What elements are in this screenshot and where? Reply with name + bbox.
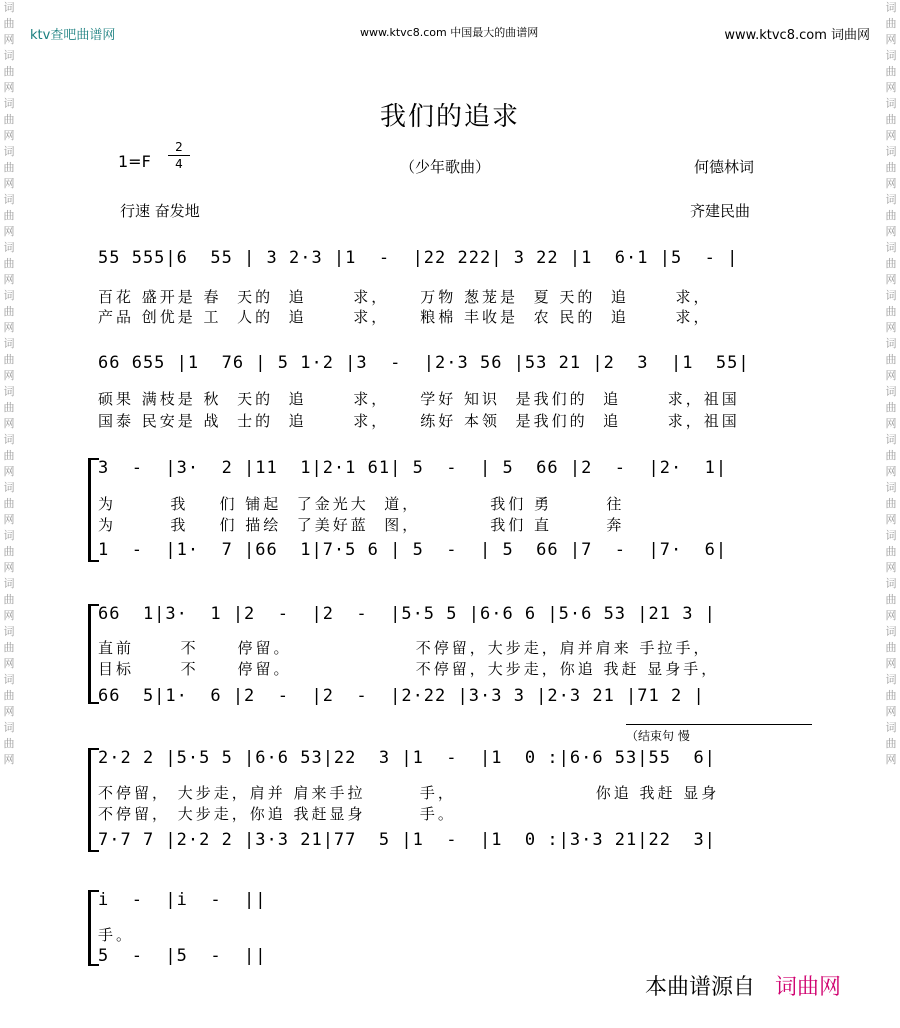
footer-text: 本曲谱源自 — [645, 975, 756, 1000]
notes-upper-part: 66 1|3· 1 |2 - |2 - |5·5 5 |6·6 6 |5·6 53 |21 3 | — [98, 604, 716, 624]
time-divider — [168, 155, 190, 156]
lyricist-credit: 何德林词 — [694, 158, 755, 176]
tempo-marking: 行速 奋发地 — [120, 202, 200, 220]
lyric-verse-2: 不停留， 大步走，你追 我赶显身 手。 — [98, 805, 456, 823]
song-title: 我们的追求 — [379, 102, 520, 132]
lyric-verse-1: 不停留， 大步走，肩并 肩来手拉 手， 你追 我赶 显身 — [98, 784, 720, 802]
lyric-verse-1: 为 我 们 铺起 了金光大 道， 我们 勇 往 — [98, 495, 625, 513]
lyric-final: 手。 — [98, 926, 135, 944]
lyric-verse-2: 国泰 民安是 战 士的 追 求， 练好 本领 是我们的 追 求，祖国 — [98, 412, 740, 430]
composer-credit: 齐建民曲 — [690, 202, 751, 220]
lyric-verse-2: 产品 创优是 工 人的 追 求， 粮棉 丰收是 农 民的 追 求， — [98, 308, 712, 326]
notes-lower-part: 66 5|1· 6 |2 - |2 - |2·22 |3·3 3 |2·3 21 |71 2 | — [98, 686, 705, 706]
time-bottom: 4 — [175, 157, 183, 171]
lyric-verse-2: 目标 不 停留。 不停留，大步走，你追 我赶 显身手， — [98, 660, 720, 678]
header-site-name[interactable]: ktv查吧曲谱网 — [30, 28, 116, 43]
footer-brand-link[interactable]: 词曲网 — [775, 975, 842, 1000]
lyric-verse-1: 硕果 满枝是 秋 天的 追 求， 学好 知识 是我们的 追 求，祖国 — [98, 390, 740, 408]
time-signature — [168, 140, 190, 171]
lyric-verse-1: 百花 盛开是 春 天的 追 求， 万物 葱茏是 夏 天的 追 求， — [98, 288, 712, 306]
header-site-tagline[interactable]: www.ktvc8.com 中国最大的曲谱网 — [360, 26, 539, 39]
notes-line: 55 555|6 55 | 3 2·3 |1 - |22 222| 3 22 |1 6·1 |5 - | — [98, 248, 739, 268]
notes-lower-part: 1 - |1· 7 |66 1|7·5 6 | 5 - | 5 66 |7 - |7· 6| — [98, 540, 728, 560]
header-site-url[interactable]: www.ktvc8.com 词曲网 — [724, 28, 870, 43]
notes-line: 66 655 |1 76 | 5 1·2 |3 - |2·3 56 |53 21 |2 3 |1 55| — [98, 353, 750, 373]
side-watermark-left: 词曲网词曲网词曲网词曲网词曲网词曲网词曲网词曲网词曲网词曲网词曲网词曲网词曲网词曲网词曲网词曲网 — [3, 1, 15, 766]
notes-upper-part: 2·2 2 |5·5 5 |6·6 53|22 3 |1 - |1 0 :|6·6 53|55 6| — [98, 748, 716, 768]
song-subtitle: （少年歌曲） — [400, 158, 491, 176]
notes-upper-part: 3 - |3· 2 |11 1|2·1 61| 5 - | 5 66 |2 - |2· 1| — [98, 458, 728, 478]
source-footer — [645, 970, 841, 1001]
side-watermark-right: 词曲网词曲网词曲网词曲网词曲网词曲网词曲网词曲网词曲网词曲网词曲网词曲网词曲网词曲网词曲网词曲网 — [885, 1, 897, 766]
notes-lower-part: 7·7 7 |2·2 2 |3·3 21|77 5 |1 - |1 0 :|3·3 21|22 3| — [98, 830, 716, 850]
notes-upper-part: i - |i - || — [98, 890, 267, 910]
lyric-verse-2: 为 我 们 描绘 了美好蓝 图， 我们 直 奔 — [98, 516, 625, 534]
notes-lower-part: 5 - |5 - || — [98, 946, 267, 966]
time-top: 2 — [175, 140, 183, 154]
ending-phrase-label: （结束句 慢 — [626, 724, 812, 744]
lyric-verse-1: 直前 不 停留。 不停留，大步走，肩并肩来 手拉手， — [98, 639, 712, 657]
key-signature: 1=F — [118, 152, 151, 171]
